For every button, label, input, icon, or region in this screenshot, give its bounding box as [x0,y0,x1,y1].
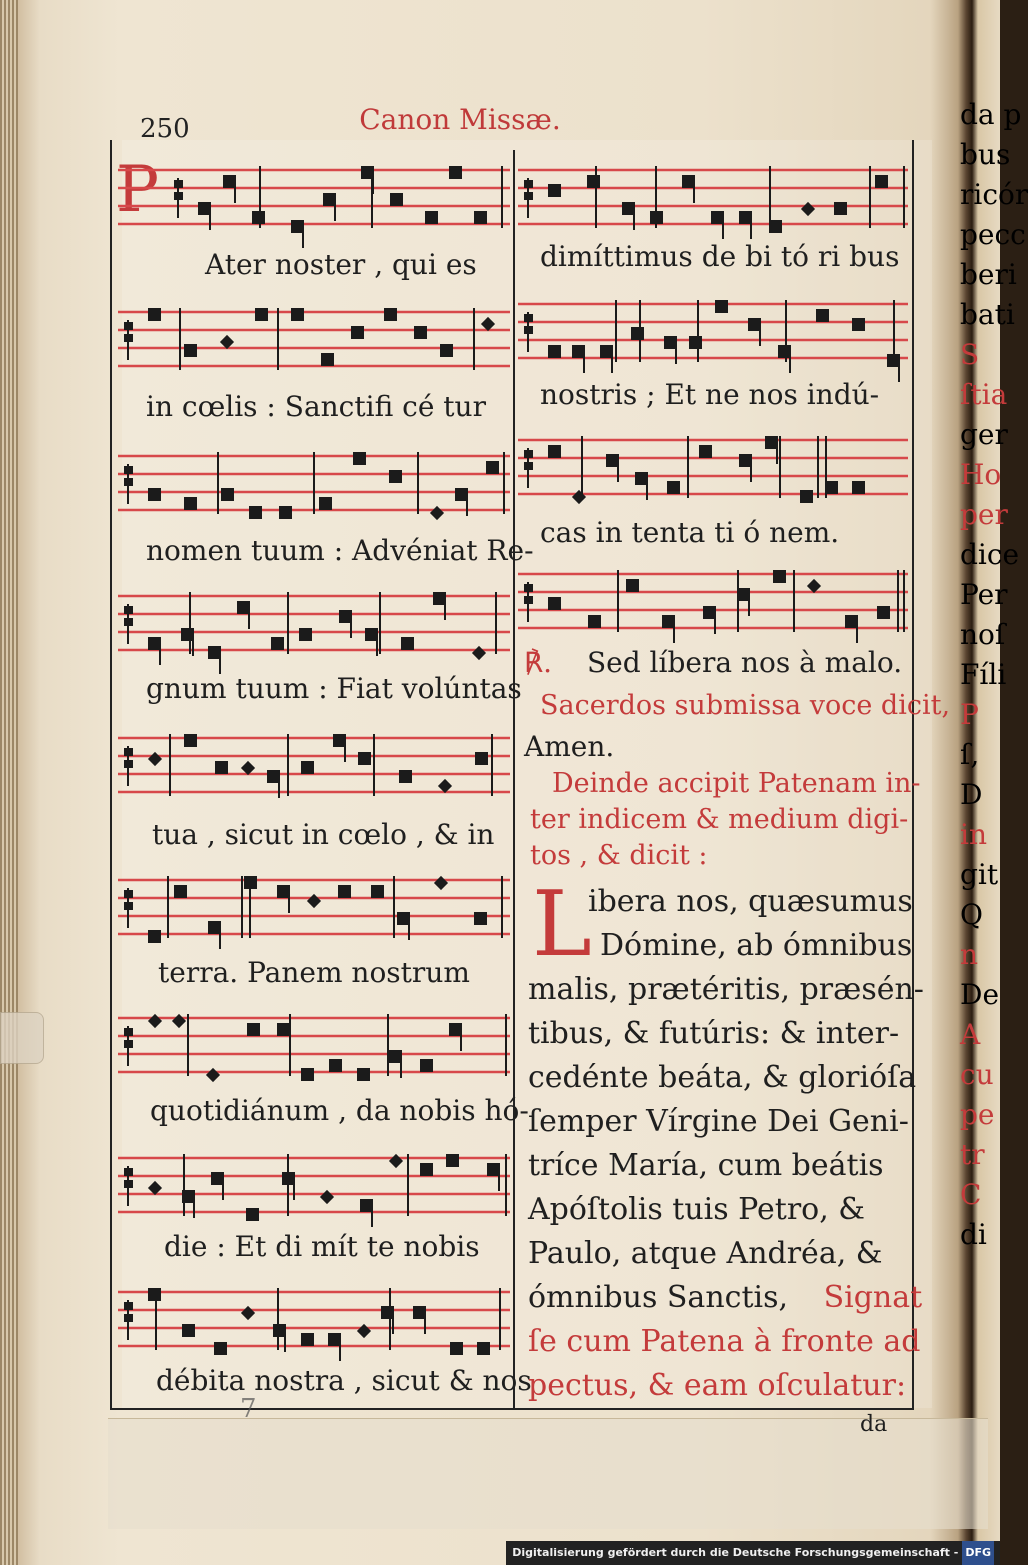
catchword: da [860,1412,888,1437]
prayer-line: tríce María, cum beátis [528,1148,884,1183]
facing-page-fragment: Ho [960,458,1002,491]
chant-lyric-line: dimíttimus de bi tó ri bus [540,240,900,273]
facing-page-fragment: ger [960,418,1008,451]
facing-page-fragment: per [960,498,1008,531]
prayer-line: Paulo, atque Andréa, & [528,1236,883,1271]
rubric-line: Sacerdos submissa voce dicit, [540,690,951,721]
facing-page-fragment: cu [960,1058,994,1091]
facing-page-fragment: dice [960,538,1020,571]
facing-page-fragment: Fíli [960,658,1007,691]
prayer-line: Apóſtolis tuis Petro, & [528,1192,866,1227]
facing-page-fragment: in [960,818,987,851]
facing-page-edge [960,95,1028,1545]
prayer-rubric-line: pectus, & eam oſculatur: [528,1368,907,1403]
credit-text: Digitalisierung gefördert durch die Deutsche Forschungsgemeinschaft - [512,1546,959,1559]
facing-page-fragment: noſ [960,618,1006,651]
chant-lyric-line: quotidiánum , da nobis hó- [150,1094,529,1127]
music-staff [518,158,908,238]
prayer-line: malis, prætéritis, præsén- [528,972,924,1007]
facing-page-fragment: S [960,338,980,371]
music-staff [518,292,908,372]
facing-page-fragment: Per [960,578,1008,611]
chant-lyric-line: Ater noster , qui es [205,248,477,281]
chant-lyric-line: nomen tuum : Advéniat Re- [146,534,534,567]
chant-lyric-line: cas in tenta ti ó nem. [540,516,840,549]
music-staff [118,868,510,948]
prayer-text: ómnibus Sanctis, [528,1280,789,1315]
facing-page-fragment: n [960,938,979,971]
music-staff [118,726,510,806]
chant-lyric-line: gnum tuum : Fiat volúntas [146,672,522,705]
chant-lyric-line: débita nostra , sicut & nos [156,1364,532,1397]
facing-page-fragment: De [960,978,1000,1011]
facing-page-fragment: C [960,1178,982,1211]
page-number: 250 [140,114,190,144]
facing-page-fragment: bus [960,138,1011,171]
prayer-line [528,1280,922,1315]
prayer-line: Dómine, ab ómnibus [600,928,913,963]
rubric-line: Deinde accipit Patenam in- [552,768,921,799]
facing-page-fragment: Q [960,898,983,931]
prayer-line: cedénte beáta, & glorióſa [528,1060,917,1095]
amen-text: Amen. [524,730,615,763]
music-staff [118,1006,510,1086]
facing-page-fragment: beri [960,258,1017,291]
rubric-line: ter indicem & medium digi- [530,804,909,835]
prayer-line: ibera nos, quæsumus [588,884,913,919]
music-staff [118,1280,510,1360]
pencil-mark: 7 [240,1394,257,1424]
music-staff [118,1146,510,1226]
facing-page-fragment: pe [960,1098,995,1131]
chant-lyric-line: in cœlis : Sanctifi cé tur [146,390,486,423]
lower-paper-strip [108,1418,988,1529]
facing-page-fragment: da p [960,98,1022,131]
facing-page-fragment: D [960,778,983,811]
chant-lyric-line: die : Et di mít te nobis [164,1230,480,1263]
music-staff [118,444,510,524]
facing-page-fragment: pecc [960,218,1026,251]
music-staff [518,428,908,508]
dfg-logo: DFG [962,1541,994,1565]
chant-lyric-line: nostris ; Et ne nos indú- [540,378,880,411]
chant-lyric-line: tua , sicut in cœlo , & in [152,818,495,851]
facing-page-fragment: P [960,698,979,731]
facing-page-fragment: tr [960,1138,985,1171]
music-staff [118,584,510,664]
prayer-line: ſemper Vírgine Dei Geni- [528,1104,909,1139]
response-line [524,646,902,679]
chant-initial-p: P [116,153,160,227]
facing-page-fragment: ſ, [960,738,980,771]
prayer-rubric-line: ſe cum Patena à fronte ad [528,1324,921,1359]
facing-page-fragment: ricór [960,178,1028,211]
rubric-line: tos , & dicit : [530,840,708,871]
facing-page-fragment: bati [960,298,1015,331]
facing-page-fragment: di [960,1218,987,1251]
response-text: Sed líbera nos à malo. [586,646,903,679]
facing-page-fragment: ſtia [960,378,1008,411]
music-staff [118,300,510,380]
prayer-initial-l: L [532,872,592,977]
music-staff [116,153,510,238]
prayer-rubric-inline: Signat [823,1280,923,1315]
facing-page-fragment: A [960,1018,981,1051]
music-staff [518,562,908,642]
book-fore-edge [0,0,18,1565]
prayer-line: tibus, & futúris: & inter- [528,1016,900,1051]
column-divider [513,150,515,1408]
response-symbol: ℟. [524,646,553,679]
running-title: Canon Missæ. [359,103,561,136]
digitization-credit [506,1541,1000,1565]
chant-lyric-line: terra. Panem nostrum [158,956,470,989]
facing-page-fragment: git [960,858,999,891]
